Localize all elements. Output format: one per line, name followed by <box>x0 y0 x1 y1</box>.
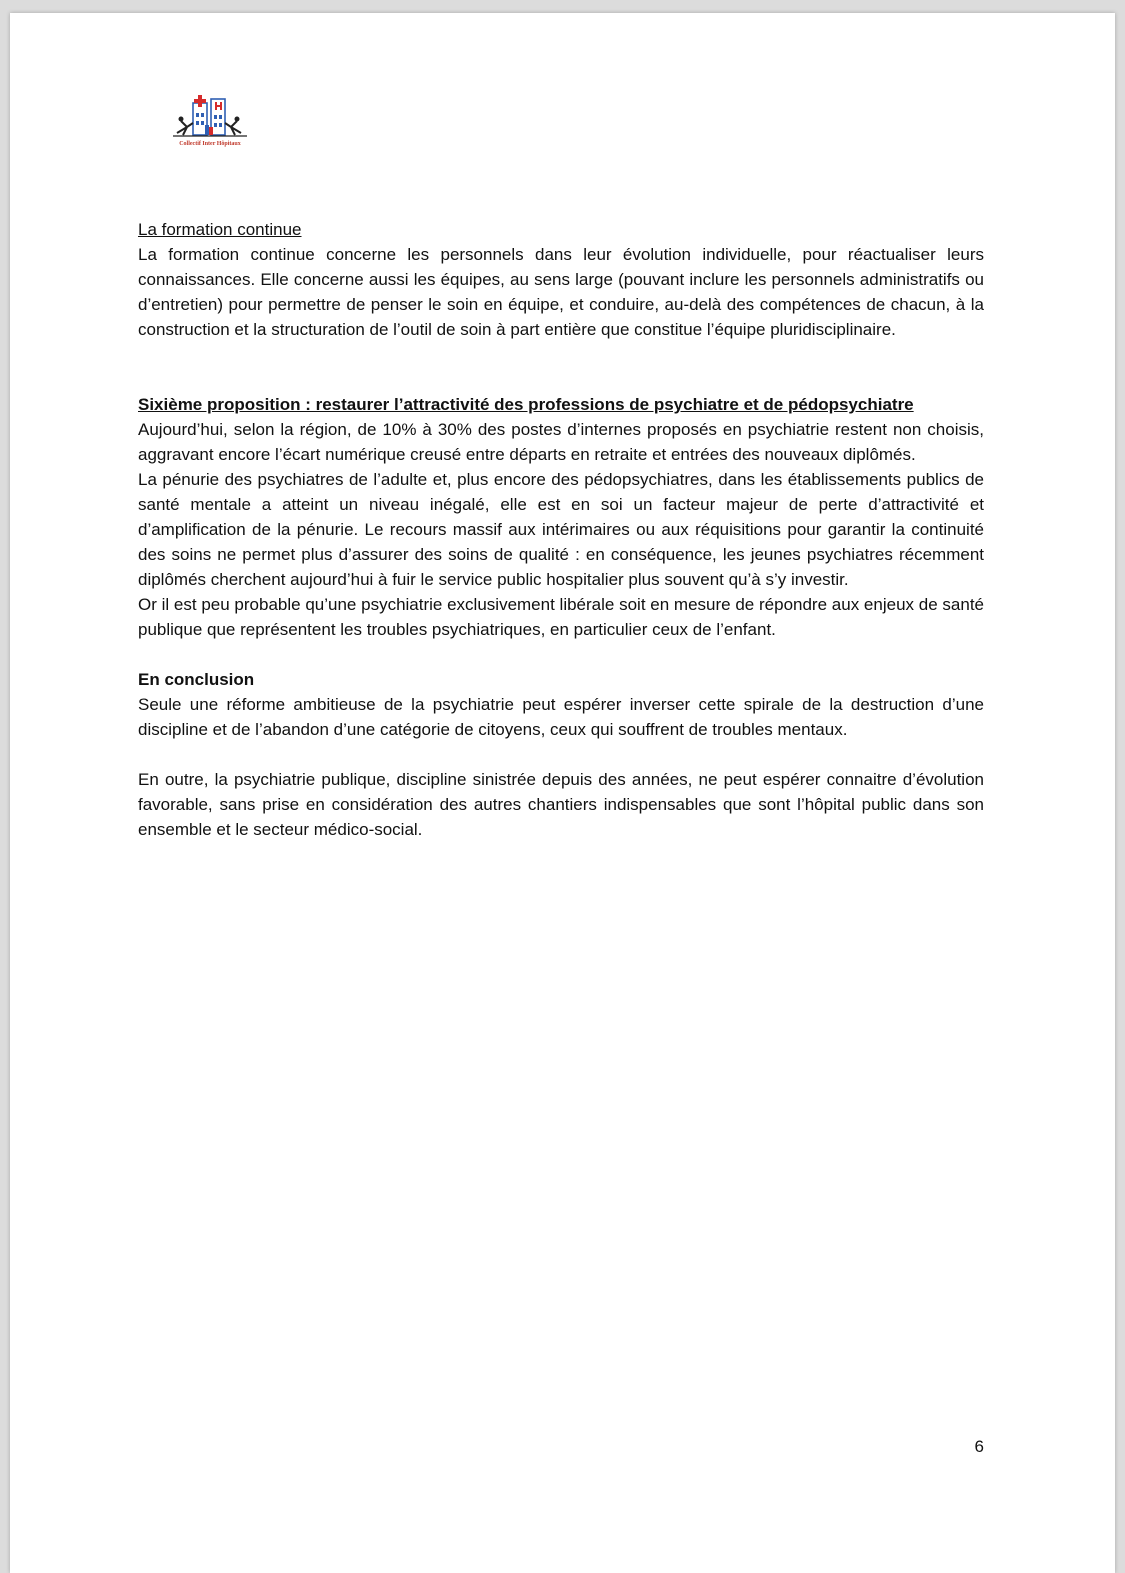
heading-formation-continue: La formation continue <box>138 220 302 239</box>
paragraph-psychiatrie-liberale: Or il est peu probable qu’une psychiatrie exclusivement libérale soit en mesure de répondre aux enjeux de santé publique que représentent les troubles psychiatriques, en particulier ceux de l’enfant. <box>138 595 984 639</box>
spacer <box>138 742 984 767</box>
logo-caption: Collectif Inter Hôpitaux <box>179 141 241 147</box>
heading-conclusion: En conclusion <box>138 670 255 689</box>
collectif-inter-hopitaux-logo <box>165 93 255 163</box>
spacer <box>138 342 984 392</box>
heading-sixieme-proposition: Sixième proposition : restaurer l’attractivité des professions de psychiatre et de pédopsychiatre <box>138 395 914 414</box>
logo-graphic <box>165 93 255 163</box>
paragraph-formation-continue: La formation continue concerne les personnels dans leur évolution individuelle, pour réactualiser leurs connaissances. Elle concerne aussi les équipes, au sens large (pouvant inclure les personnels administratifs ou d’entretien) pour permettre de penser le soin en équipe, et conduire, au-delà des compétences de chacun, à la construction et la structuration de l’outil de soin à part entière que constitue l’équipe pluridisciplinaire. <box>138 245 984 339</box>
spacer <box>138 642 984 667</box>
page-number: 6 <box>974 1437 984 1456</box>
document-page <box>10 13 1115 1573</box>
paragraph-en-outre: En outre, la psychiatrie publique, discipline sinistrée depuis des années, ne peut espérer connaitre d’évolution favorable, sans prise en considération des autres chantiers indispensables que sont l’hôpital public dans son ensemble et le secteur médico-social. <box>138 770 984 839</box>
document-body <box>138 217 984 842</box>
paragraph-internes: Aujourd’hui, selon la région, de 10% à 30% des postes d’internes proposés en psychiatrie restent non choisis, aggravant encore l’écart numérique creusé entre départs en retraite et entrées des nouveaux diplômés. <box>138 420 984 464</box>
paragraph-penurie: La pénurie des psychiatres de l’adulte et, plus encore des pédopsychiatres, dans les établissements publics de santé mentale a atteint un niveau inégalé, elle est en soi un facteur majeur de perte d’attractivité et d’amplification de la pénurie. Le recours massif aux intérimaires ou aux réquisitions pour garantir la continuité des soins ne permet plus d’assurer des soins de qualité : en conséquence, les jeunes psychiatres récemment diplômés cherchent aujourd’hui à fuir le service public hospitalier plus souvent qu’à s’y investir. <box>138 470 984 589</box>
paragraph-reforme: Seule une réforme ambitieuse de la psychiatrie peut espérer inverser cette spirale de la destruction d’une discipline et de l’abandon d’une catégorie de citoyens, ceux qui souffrent de troubles mentaux. <box>138 695 984 739</box>
